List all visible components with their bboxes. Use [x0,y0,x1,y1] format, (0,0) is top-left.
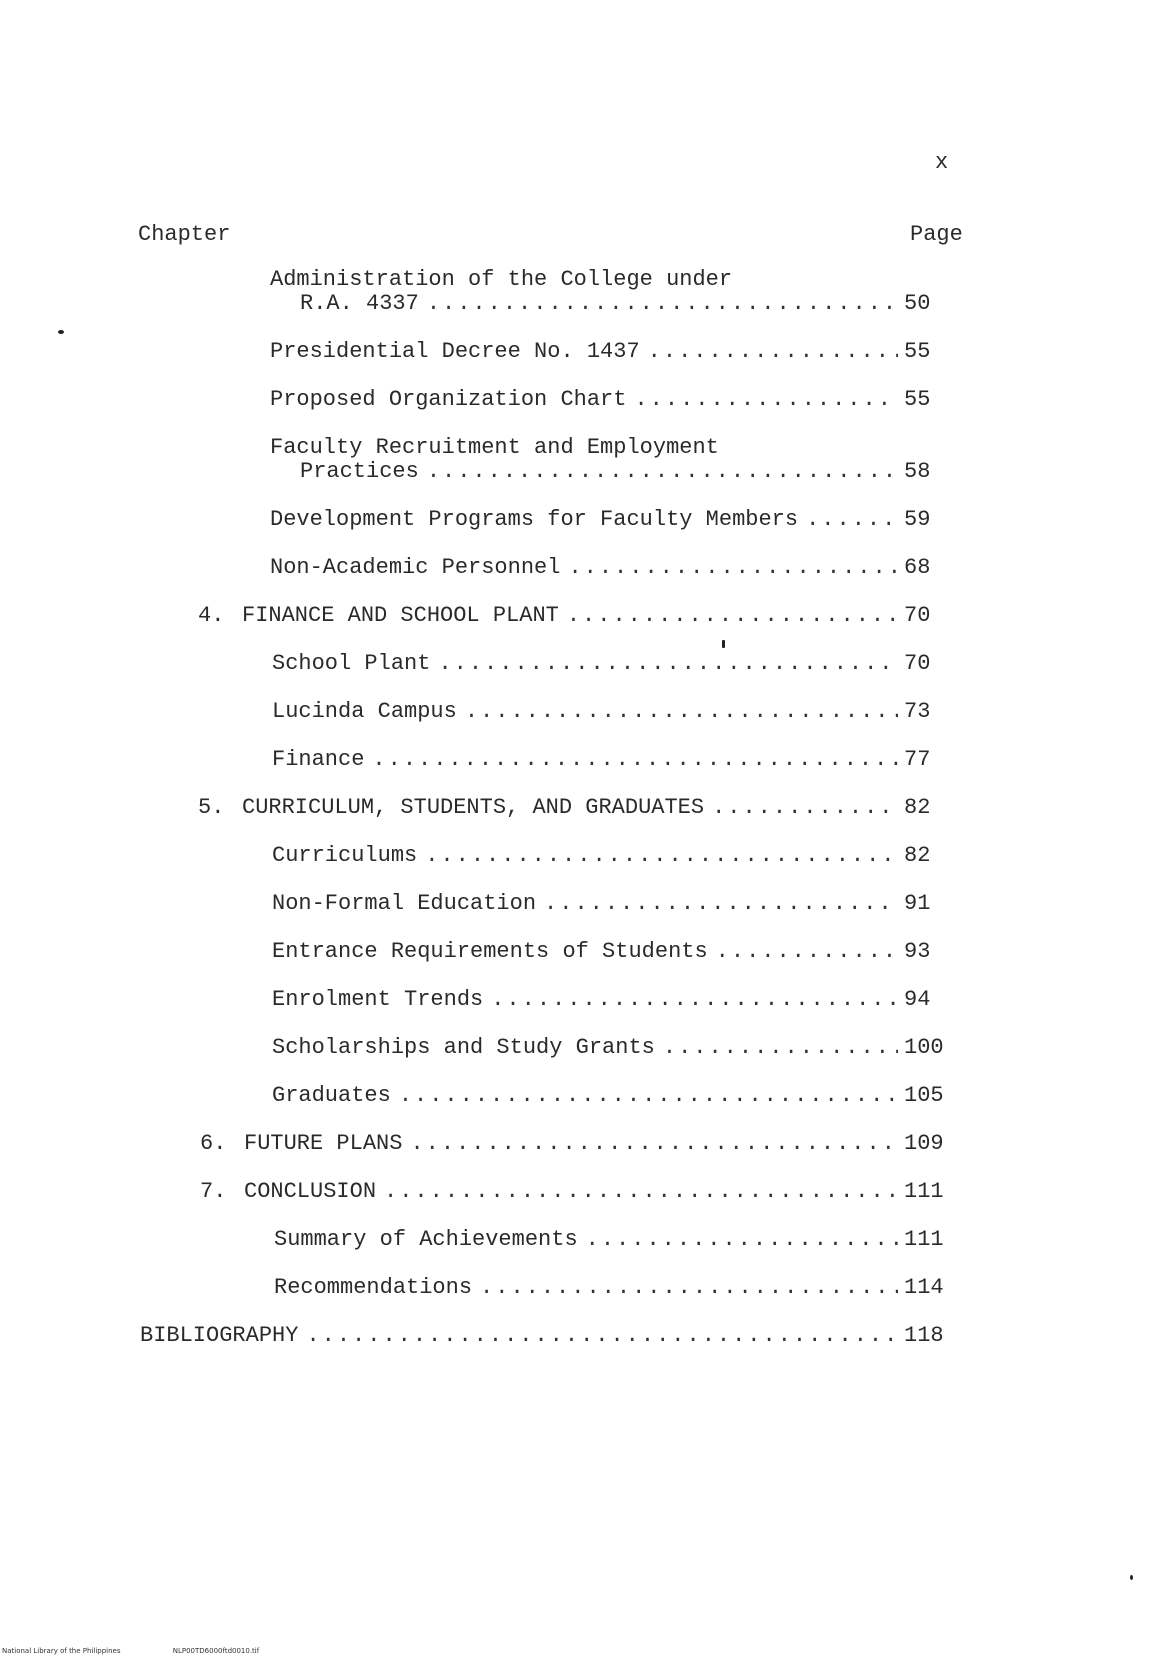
toc-entry-title: CONCLUSION [244,1179,377,1204]
toc-entry-page: 111 [904,1227,944,1252]
leader-dots [425,844,898,868]
toc-entry-page: 105 [904,1083,944,1108]
toc-entry-title: BIBLIOGRAPHY [140,1323,299,1348]
leader-dots [384,1180,898,1204]
toc-entry-page: 100 [904,1035,944,1060]
toc-entry-title: Finance [272,747,365,772]
scan-footer [2,1647,309,1655]
chapter-column-header: Chapter [138,222,231,247]
toc-entry-page: 55 [904,339,931,364]
footer-library: National Library of the Philippines [2,1647,121,1655]
toc-entry-title: Non-Formal Education [272,891,537,916]
leader-dots [648,340,898,364]
leader-dots [716,940,898,964]
leader-dots [438,652,898,676]
toc-entry-first-line: Faculty Recruitment and Employment [270,435,719,460]
toc-entry [274,1228,960,1252]
toc-entry [272,748,960,772]
leader-dots [712,796,898,820]
leader-dots [586,1228,898,1252]
leader-dots [806,508,898,532]
leader-dots [544,892,898,916]
leader-dots [465,700,898,724]
toc-entry-page: 55 [904,387,931,412]
toc-entry-title: Presidential Decree No. 1437 [270,339,640,364]
toc-entry-page: 73 [904,699,931,724]
leader-dots [568,556,898,580]
leader-dots [410,1132,898,1156]
toc-entry-title: Curriculums [272,843,418,868]
toc-chapter-entry [200,1180,960,1204]
toc-entry-page: 70 [904,603,931,628]
toc-entry-page: 68 [904,555,931,580]
toc-entry-title: Graduates [272,1083,391,1108]
page-number: x [935,150,949,175]
leader-dots [567,604,898,628]
toc-entry [272,1084,960,1108]
leader-dots [427,460,898,484]
toc-entry-page: 118 [904,1323,944,1348]
chapter-number: 6. [200,1131,227,1156]
leader-dots [372,748,898,772]
toc-entry-page: 94 [904,987,931,1012]
leader-dots [427,292,898,316]
toc-entry-page: 111 [904,1179,944,1204]
toc-chapter-entry [200,1132,960,1156]
toc-entry-page: 59 [904,507,931,532]
toc-entry-page: 114 [904,1275,944,1300]
toc-entry-first-line: Administration of the College under [270,267,733,292]
leader-dots [399,1084,898,1108]
chapter-number: 5. [198,795,225,820]
toc-entry-title: Scholarships and Study Grants [272,1035,655,1060]
leader-dots [480,1276,898,1300]
toc-entry-title: CURRICULUM, STUDENTS, AND GRADUATES [242,795,705,820]
toc-entry [272,892,960,916]
toc-entry [272,940,960,964]
scan-speck [722,640,725,648]
leader-dots [634,388,898,412]
toc-entry-title: Enrolment Trends [272,987,484,1012]
scan-speck [1130,1575,1133,1580]
toc-entry-page: 70 [904,651,931,676]
toc-entry [270,556,960,580]
toc-entry-title: Entrance Requirements of Students [272,939,708,964]
toc-entry-page: 77 [904,747,931,772]
toc-entry [272,988,960,1012]
toc-chapter-entry [198,604,960,628]
toc-entry [270,340,960,364]
toc-entry-title: Practices [300,459,419,484]
toc-entry-page: 58 [904,459,931,484]
toc-entry [274,1276,960,1300]
toc-entry-page: 91 [904,891,931,916]
toc-entry-page: 50 [904,291,931,316]
toc-entry-bibliography [140,1324,960,1348]
chapter-number: 4. [198,603,225,628]
toc-entry-title: Proposed Organization Chart [270,387,627,412]
toc-entry-title: Summary of Achievements [274,1227,578,1252]
toc-entry-page: 82 [904,795,931,820]
leader-dots [306,1324,898,1348]
toc-entry [270,388,960,412]
leader-dots [491,988,898,1012]
toc-entry-title: R.A. 4337 [300,291,419,316]
toc-entry-title: Non-Academic Personnel [270,555,561,580]
toc-entry [272,652,960,676]
toc-entry [272,700,960,724]
toc-entry [300,292,960,316]
toc-entry [272,844,960,868]
toc-entry-page: 109 [904,1131,944,1156]
leader-dots [663,1036,898,1060]
page-column-header: Page [910,222,963,247]
toc-entry [272,1036,960,1060]
footer-filename: NLP00TD6000ftd0010.tif [172,1647,260,1655]
toc-entry-title: FINANCE AND SCHOOL PLANT [242,603,559,628]
toc-entry-title: Development Programs for Faculty Members [270,507,799,532]
toc-entry-title: Recommendations [274,1275,473,1300]
toc-entry-title: Lucinda Campus [272,699,457,724]
toc-entry [300,460,960,484]
toc-entry-page: 82 [904,843,931,868]
toc-entry-page: 93 [904,939,931,964]
toc-entry-title: School Plant [272,651,431,676]
scan-speck [58,330,64,334]
toc-entry [270,508,960,532]
toc-entry-title: FUTURE PLANS [244,1131,403,1156]
chapter-number: 7. [200,1179,227,1204]
toc-chapter-entry [198,796,960,820]
